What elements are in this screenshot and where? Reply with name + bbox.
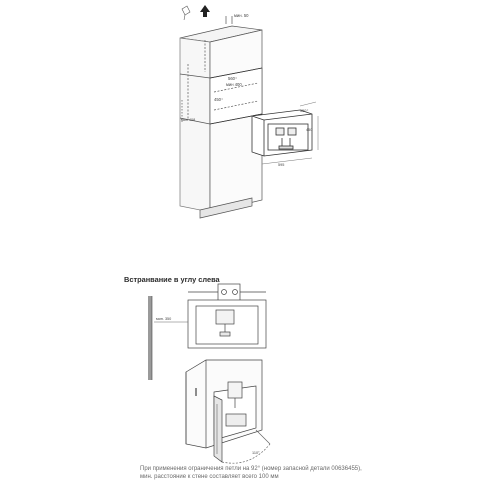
footnote: [140, 466, 440, 482]
appliance-open-door-view: [186, 360, 270, 463]
label-450b: 450: [306, 128, 313, 132]
side-wall: [148, 296, 152, 380]
label-min-350: мин. 350: [156, 317, 172, 321]
label-min-400: мин 400: [226, 82, 242, 87]
screwdriver-icon: [182, 6, 190, 20]
label-550: 550⁺: [300, 109, 309, 113]
ventilation-arrow-icon: [200, 5, 210, 17]
label-110-degree: 110°: [252, 451, 260, 455]
tall-cabinet-diagram: [180, 16, 262, 218]
label-min-408: мин 408: [181, 118, 196, 122]
label-450: 450⁺: [214, 97, 224, 102]
section-heading-corner: Встранвание в углу слева: [124, 275, 220, 284]
label-595: 595: [278, 163, 285, 167]
footnote-line-2: мин. расстояние к стене составляет всего 100 мм: [140, 473, 279, 480]
appliance-front-view: [154, 284, 266, 348]
label-560: 560⁺: [228, 76, 238, 81]
footnote-line-1: При применения ограничения петли на 92° (номер запасной детали 00636455),: [140, 466, 362, 472]
label-min-50: мин. 50: [234, 13, 249, 18]
